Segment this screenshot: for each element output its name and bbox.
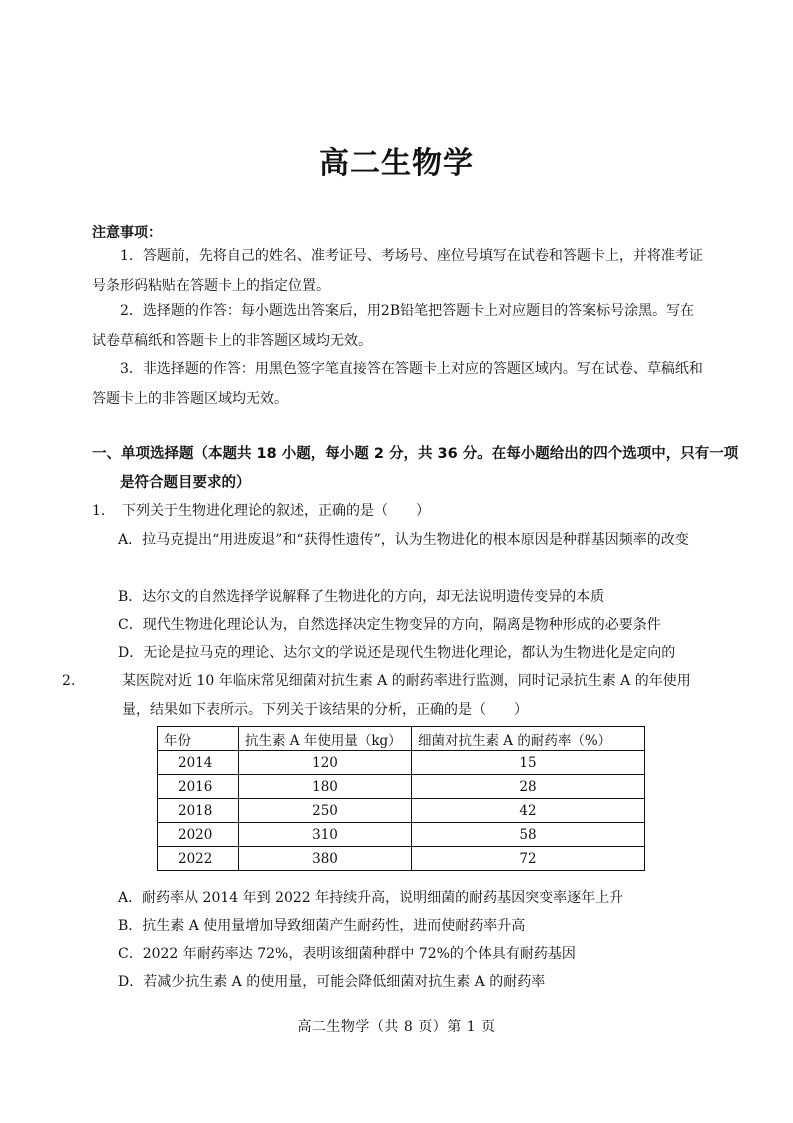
q2-option-c: C．2022 年耐药率达 72%，表明该细菌种群中 72%的个体具有耐药基因 <box>118 946 576 962</box>
q2-option-a: A．耐药率从 2014 年到 2022 年持续升高，说明细菌的耐药基因突变率逐年上升 <box>118 890 624 906</box>
table-cell: 2020 <box>158 823 239 847</box>
notice-item-3: 3．非选择题的作答：用黑色签字笔直接答在答题卡上对应的答题区域内。写在试卷、草稿纸和答题卡上的非答题区域均无效。 <box>92 361 703 407</box>
data-table <box>157 726 645 871</box>
table-header: 抗生素 A 年使用量（kg） <box>239 727 412 751</box>
q2-option-b: B．抗生素 A 使用量增加导致细菌产生耐药性，进而使耐药率升高 <box>118 918 526 934</box>
page-title: 高二生物学 <box>319 146 474 181</box>
table-cell: 58 <box>412 823 645 847</box>
table-cell: 2014 <box>158 751 239 775</box>
question-number: 1. <box>92 503 106 519</box>
table-cell: 15 <box>412 751 645 775</box>
table-cell: 250 <box>239 799 412 823</box>
section-heading: 一、单项选择题（本题共 18 小题，每小题 2 分，共 36 分。在每小题给出的四个选项中，只有一项是符合题目要求的） <box>92 446 739 491</box>
table-header: 年份 <box>158 727 239 751</box>
page-footer: 高二生物学（共 8 页）第 1 页 <box>297 1019 496 1035</box>
q2-option-d: D．若减少抗生素 A 的使用量，可能会降低细菌对抗生素 A 的耐药率 <box>118 974 546 990</box>
table-cell: 2016 <box>158 775 239 799</box>
table-cell: 120 <box>239 751 412 775</box>
question-2 <box>62 667 712 725</box>
table-row <box>158 823 645 847</box>
q1-option-c: C．现代生物进化理论认为，自然选择决定生物变异的方向，隔离是物种形成的必要条件 <box>118 617 661 633</box>
notice-item-1: 1．答题前，先将自己的姓名、准考证号、考场号、座位号填写在试卷和答题卡上，并将准考证号条形码粘贴在答题卡上的指定位置。 <box>92 248 703 294</box>
table-cell: 42 <box>412 799 645 823</box>
table-header-row <box>158 727 645 751</box>
table-cell: 310 <box>239 823 412 847</box>
question-stem: 下列关于生物进化理论的叙述，正确的是（ ） <box>122 503 430 519</box>
table-row <box>158 847 645 871</box>
table-cell: 72 <box>412 847 645 871</box>
table-header: 细菌对抗生素 A 的耐药率（%） <box>412 727 645 751</box>
notice-heading: 注意事项： <box>92 225 162 241</box>
notice-item-2: 2．选择题的作答：每小题选出答案后，用2B铅笔把答题卡上对应题目的答案标号涂黑。写在试卷草稿纸和答题卡上的非答题区域均无效。 <box>92 303 695 349</box>
table-cell: 2018 <box>158 799 239 823</box>
table-cell: 180 <box>239 775 412 799</box>
question-number: 2. <box>62 673 76 689</box>
table-cell: 28 <box>412 775 645 799</box>
question-stem: 某医院对近 10 年临床常见细菌对抗生素 A 的耐药率进行监测，同时记录抗生素 A 的年使用量，结果如下表所示。下列关于该结果的分析，正确的是（ ） <box>122 673 691 718</box>
q1-option-b: B．达尔文的自然选择学说解释了生物进化的方向，却无法说明遗传变异的本质 <box>118 589 605 605</box>
table-cell: 380 <box>239 847 412 871</box>
table-row <box>158 775 645 799</box>
question-1 <box>92 497 712 526</box>
table-row <box>158 799 645 823</box>
q1-option-a: A．拉马克提出“用进废退”和“获得性遗传”，认为生物进化的根本原因是种群基因频率的改变 <box>118 532 689 548</box>
table-cell: 2022 <box>158 847 239 871</box>
table-row <box>158 751 645 775</box>
q1-option-d: D．无论是拉马克的理论、达尔文的学说还是现代生物进化理论，都认为生物进化是定向的 <box>118 645 676 661</box>
